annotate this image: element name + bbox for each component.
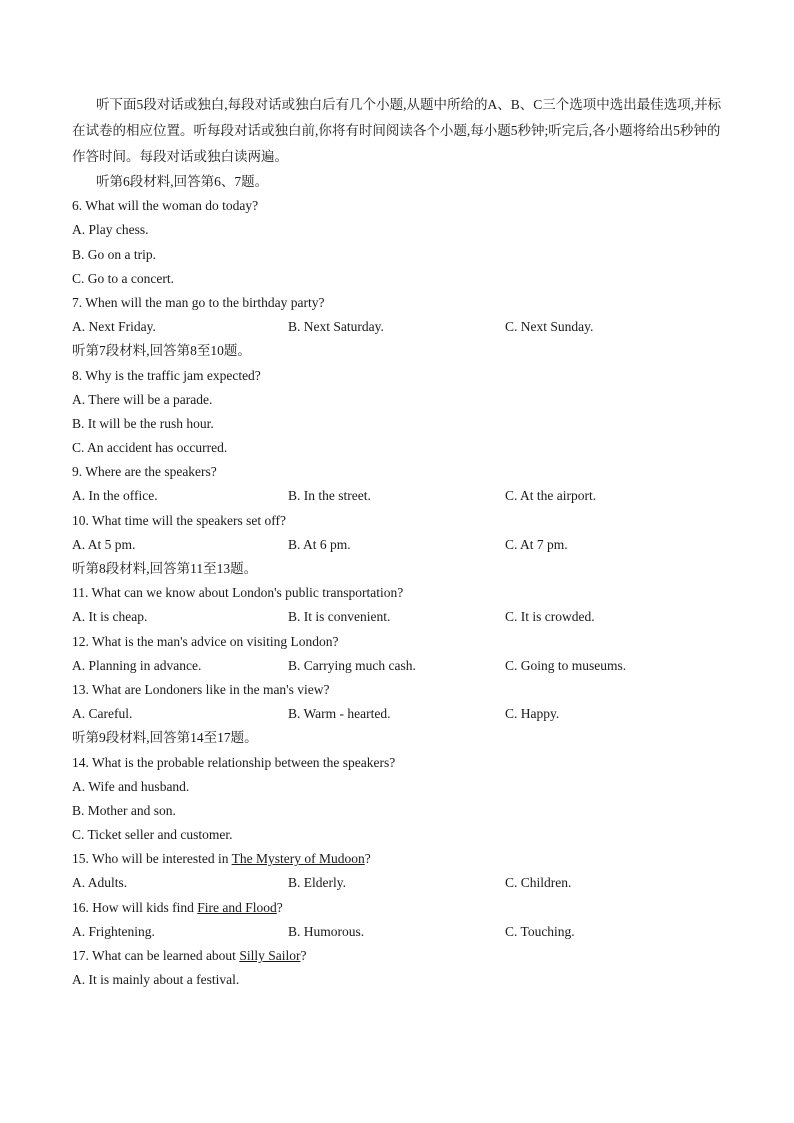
question-14-option-c: C. Ticket seller and customer. xyxy=(72,827,233,843)
question-12-stem: 12. What is the man's advice on visiting London? xyxy=(72,633,339,649)
question-10-option-c: C. At 7 pm. xyxy=(505,536,568,552)
exam-page xyxy=(72,92,724,992)
question-16-stem-prefix: 16. How will kids find xyxy=(72,899,198,915)
question-10-options xyxy=(72,533,724,557)
question-12-option-a: A. Planning in advance. xyxy=(72,657,202,673)
question-7-stem: 7. When will the man go to the birthday party? xyxy=(72,294,325,310)
question-11-options xyxy=(72,605,724,629)
question-16-program-title: Fire and Flood xyxy=(197,899,277,915)
question-12-option-c: C. Going to museums. xyxy=(505,657,627,673)
question-11-option-b: B. It is convenient. xyxy=(288,609,391,625)
question-17-stem-suffix: ? xyxy=(300,948,307,963)
question-13-option-b: B. Warm - hearted. xyxy=(288,706,391,722)
question-8-option-c: C. An accident has occurred. xyxy=(72,440,228,456)
question-9-stem: 9. Where are the speakers? xyxy=(72,464,217,480)
question-15-program-title: The Mystery of Mudoon xyxy=(231,851,365,867)
question-17-stem xyxy=(72,944,724,968)
question-9-options xyxy=(72,484,724,508)
question-8-option-a: A. There will be a parade. xyxy=(72,391,213,407)
question-15-stem-prefix: 15. Who will be interested in xyxy=(72,851,232,867)
question-14-stem: 14. What is the probable relationship between the speakers? xyxy=(72,754,396,770)
question-17-program-title: Silly Sailor xyxy=(239,948,301,963)
question-12-options xyxy=(72,654,724,678)
question-13-option-c: C. Happy. xyxy=(505,706,560,722)
question-13-option-a: A. Careful. xyxy=(72,706,133,722)
question-13-options xyxy=(72,702,724,726)
question-11-option-a: A. It is cheap. xyxy=(72,609,148,625)
question-15-stem xyxy=(72,847,724,871)
question-7-options xyxy=(72,315,724,339)
question-17-option-a: A. It is mainly about a festival. xyxy=(72,972,240,988)
question-12-option-b: B. Carrying much cash. xyxy=(288,657,416,673)
question-10-option-a: A. At 5 pm. xyxy=(72,536,136,552)
question-10-option-b: B. At 6 pm. xyxy=(288,536,351,552)
question-9-option-a: A. In the office. xyxy=(72,488,158,504)
question-10-stem: 10. What time will the speakers set off? xyxy=(72,512,286,528)
question-6-option-c: C. Go to a concert. xyxy=(72,270,174,286)
question-16-options xyxy=(72,920,724,944)
question-16-stem-suffix: ? xyxy=(276,899,283,915)
question-11-option-c: C. It is crowded. xyxy=(505,609,595,625)
question-13-stem: 13. What are Londoners like in the man's view? xyxy=(72,681,330,697)
question-15-option-c: C. Children. xyxy=(505,875,572,891)
listening-instructions: 听下面5段对话或独白,每段对话或独白后有几个小题,从题中所给的A、B、C三个选项中选出最佳选项,并标在试卷的相应位置。听每段对话或独白前,你将有时间阅读各个小题,每小题5秒钟;听完后,各小题将给出5秒钟的作答时间。每段对话或独白读两遍。 xyxy=(72,97,722,164)
question-14-option-b: B. Mother and son. xyxy=(72,802,176,818)
question-8-option-b: B. It will be the rush hour. xyxy=(72,415,214,431)
question-16-stem xyxy=(72,896,724,920)
question-16-option-c: C. Touching. xyxy=(505,923,575,939)
question-15-options xyxy=(72,871,724,895)
question-17-stem-prefix: 17. What can be learned about xyxy=(72,948,240,963)
question-6-option-b: B. Go on a trip. xyxy=(72,246,156,262)
question-6-option-a: A. Play chess. xyxy=(72,222,149,238)
question-11-stem: 11. What can we know about London's public transportation? xyxy=(72,585,404,601)
question-8-stem: 8. Why is the traffic jam expected? xyxy=(72,367,261,383)
question-9-option-c: C. At the airport. xyxy=(505,488,597,504)
question-7-option-a: A. Next Friday. xyxy=(72,319,156,335)
question-7-option-b: B. Next Saturday. xyxy=(288,319,384,335)
question-15-option-b: B. Elderly. xyxy=(288,875,346,891)
question-16-option-b: B. Humorous. xyxy=(288,923,365,939)
question-14-option-a: A. Wife and husband. xyxy=(72,778,190,794)
question-9-option-b: B. In the street. xyxy=(288,488,371,504)
question-15-option-a: A. Adults. xyxy=(72,875,128,891)
section-heading-9: 听第9段材料,回答第14至17题。 xyxy=(72,730,258,746)
section-heading-6: 听第6段材料,回答第6、7题。 xyxy=(96,174,269,189)
question-15-stem-suffix: ? xyxy=(364,851,371,867)
question-6-stem: 6. What will the woman do today? xyxy=(72,198,259,214)
question-7-option-c: C. Next Sunday. xyxy=(505,319,594,335)
section-heading-8: 听第8段材料,回答第11至13题。 xyxy=(72,561,258,576)
question-16-option-a: A. Frightening. xyxy=(72,923,155,939)
section-heading-7: 听第7段材料,回答第8至10题。 xyxy=(72,343,251,359)
